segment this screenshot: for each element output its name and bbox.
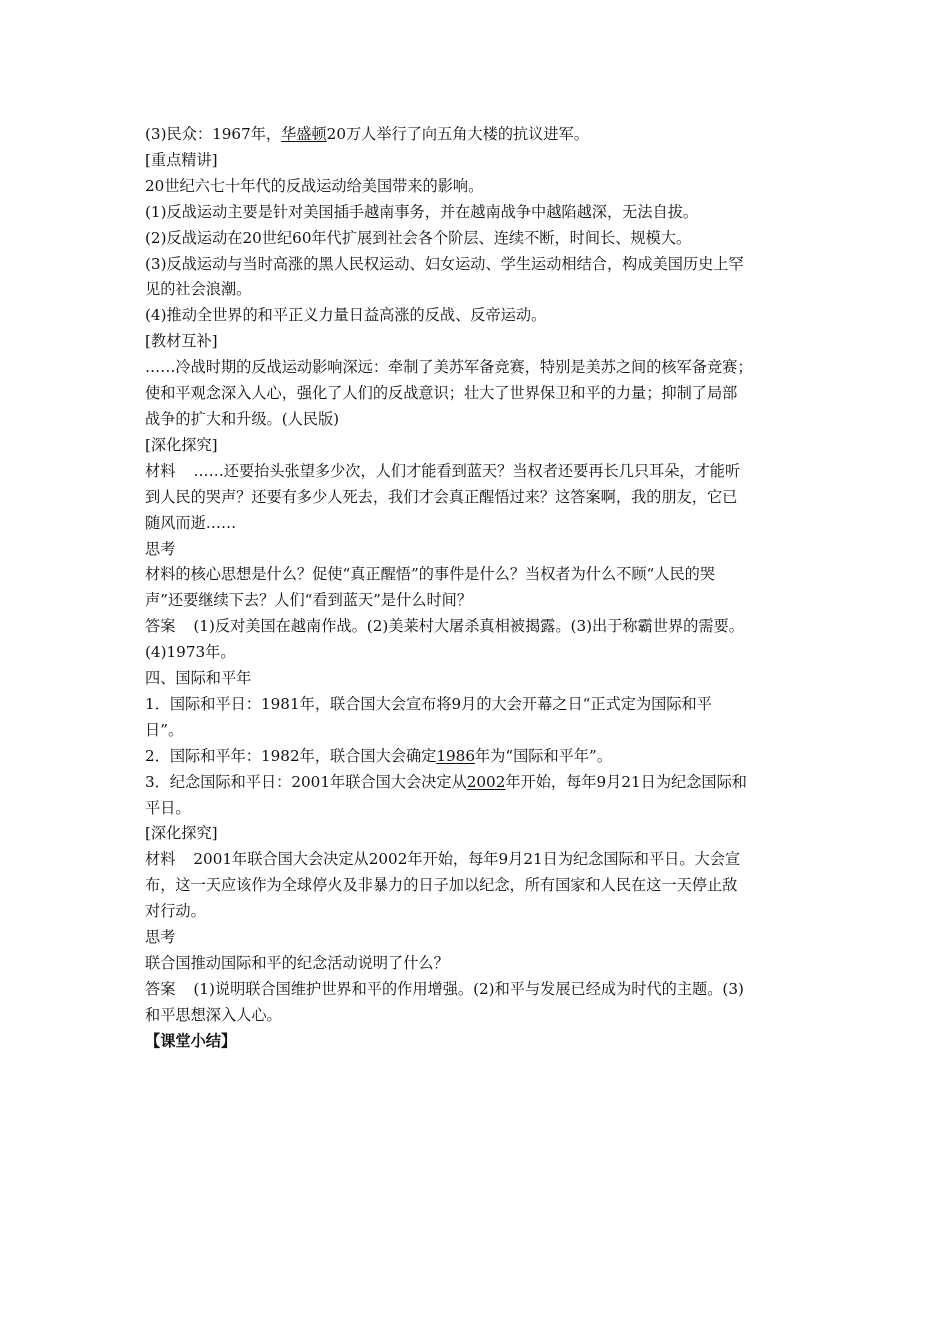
text-line [145,1003,815,1029]
text-line [145,640,815,666]
text-line [145,1029,815,1055]
line-text: [教材互补] [145,332,218,351]
line-text: 随风而逝…… [145,513,237,532]
text-line [145,148,815,174]
text-line [145,329,815,355]
line-text: (1)说明联合国维护世界和平的作用增强。(2)和平与发展已经成为时代的主题。(3) [193,979,744,998]
line-text: [深化探究] [145,824,218,843]
line-text: [深化探究] [145,435,218,454]
line-text: 日”。 [145,720,184,739]
text-line [145,511,815,537]
line-text: 【课堂小结】 [145,1031,237,1050]
text-line [145,977,815,1003]
line-text: 联合国推动国际和平的纪念活动说明了什么？ [145,954,449,972]
line-text-after: 年为“国际和平年”。 [474,746,613,765]
text-line [145,614,815,640]
line-text-before: (3)民众：1967年， [145,125,282,143]
line-text: 和平思想深入人心。 [145,1005,282,1024]
line-text: 见的社会浪潮。 [145,280,252,299]
text-line [145,744,815,770]
line-text: 思考 [145,928,176,947]
line-text: (4)推动全世界的和平正义力量日益高涨的反战、反帝运动。 [145,306,547,325]
text-line [145,718,815,744]
text-line [145,355,815,381]
text-line [145,485,815,511]
text-line [145,381,815,407]
line-text: (4)1973年。 [145,643,236,662]
line-text: 材料的核心思想是什么？促使“真正醒悟”的事件是什么？当权者为什么不顾“人民的哭 [145,565,716,584]
line-text: 布，这一天应该作为全球停火及非暴力的日子加以纪念，所有国家和人民在这一天停止敌 [145,876,738,895]
underlined-answer: 1986 [436,746,475,765]
text-line [145,174,815,200]
text-line [145,122,815,148]
line-label: 答案 [145,979,176,998]
underlined-answer: 2002 [466,772,506,791]
line-text: ……冷战时期的反战运动影响深远：牵制了美苏军备竞赛，特别是美苏之间的核军备竞赛； [145,358,753,377]
text-line [145,666,815,692]
text-line [145,899,815,925]
line-text: 2001年联合国大会决定从2002年开始，每年9月21日为纪念国际和平日。大会宣 [193,850,741,869]
text-line [145,796,815,822]
line-text: 平日。 [145,798,191,817]
text-line [145,847,815,873]
text-line [145,692,815,718]
line-text: 1．国际和平日：1981年，联合国大会宣布将9月的大会开幕之日“正式定为国际和平 [145,694,712,713]
line-text-after: 20万人举行了向五角大楼的抗议进军。 [326,125,589,143]
text-line [145,459,815,485]
line-text: (1)反战运动主要是针对美国插手越南事务，并在越南战争中越陷越深，无法自拔。 [145,202,699,221]
line-text-before: 2．国际和平年：1982年，联合国大会确定 [145,746,437,765]
text-line [145,925,815,951]
line-text: (1)反对美国在越南作战。(2)美莱村大屠杀真相被揭露。(3)出于称霸世界的需要。 [193,617,744,636]
text-line [145,433,815,459]
text-line [145,537,815,563]
text-line [145,407,815,433]
text-line [145,873,815,899]
text-line [145,252,815,278]
line-text: 20世纪六七十年代的反战运动给美国带来的影响。 [145,176,484,195]
line-text: (2)反战运动在20世纪60年代扩展到社会各个阶层、连续不断，时间长、规模大。 [145,228,692,247]
line-text: 四、国际和平年 [145,669,252,688]
line-text: 对行动。 [145,902,206,921]
line-label: 材料 [145,850,176,869]
text-line [145,562,815,588]
line-label: 答案 [145,617,176,636]
line-text: 到人民的哭声？还要有多少人死去，我们才会真正醒悟过来？这答案啊，我的朋友，它已 [145,487,738,506]
line-text: ……还要抬头张望多少次，人们才能看到蓝天？当权者还要再长几只耳朵，才能听 [193,461,741,480]
line-text-before: 3．纪念国际和平日：2001年联合国大会决定从 [145,772,467,791]
text-line [145,200,815,226]
line-text: 思考 [145,539,176,558]
text-line [145,951,815,977]
line-text: 声”还要继续下去？人们“看到蓝天”是什么时间？ [145,591,473,610]
line-text-after: 年开始，每年9月21日为纪念国际和 [505,772,747,791]
line-text: [重点精讲] [145,150,218,169]
underlined-answer: 华盛顿 [281,125,327,143]
line-text: 使和平观念深入人心，强化了人们的反战意识；壮大了世界保卫和平的力量；抑制了局部 [145,384,738,403]
text-line [145,588,815,614]
text-line [145,770,815,796]
document-page [145,122,815,1055]
line-text: 战争的扩大和升级。(人民版) [145,409,340,428]
text-line [145,821,815,847]
text-line [145,303,815,329]
text-line [145,277,815,303]
line-text: (3)反战运动与当时高涨的黑人民权运动、妇女运动、学生运动相结合，构成美国历史上罕 [145,254,744,273]
text-line [145,226,815,252]
line-label: 材料 [145,461,176,480]
